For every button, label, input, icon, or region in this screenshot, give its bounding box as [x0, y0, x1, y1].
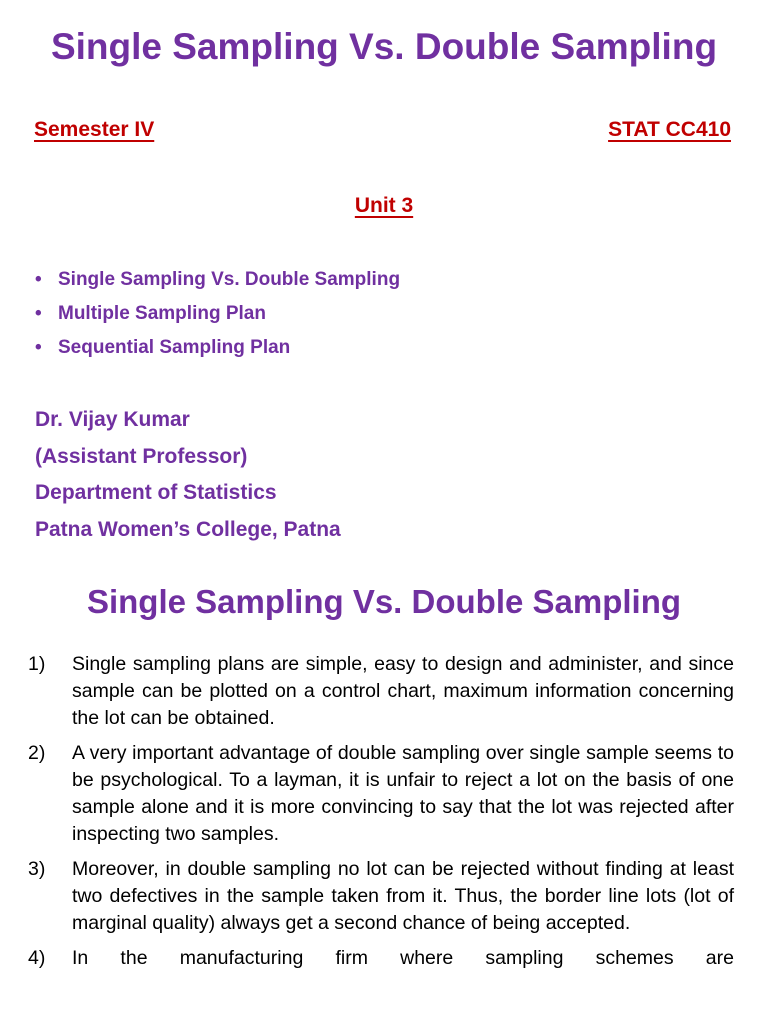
topic-item — [35, 301, 400, 335]
author-block — [35, 406, 341, 552]
topic-item — [35, 267, 400, 301]
topic-item — [35, 335, 400, 369]
topic-list — [35, 267, 400, 369]
list-item — [28, 856, 734, 937]
item-number: 3) — [28, 858, 46, 880]
topic-label: Single Sampling Vs. Double Sampling — [58, 269, 401, 290]
item-text: A very important advantage of double sampling over single sample seems to be psychological. To a layman, it is unfair to reject a lot on the basis of one sample alone and it is more convincing to say that the lot was rejected after inspecting two samples. — [72, 742, 734, 845]
item-number: 1) — [28, 653, 46, 675]
author-designation: (Assistant Professor) — [35, 444, 248, 468]
topic-label: Multiple Sampling Plan — [58, 303, 266, 324]
bullet-icon: • — [35, 269, 42, 290]
bullet-icon: • — [35, 303, 42, 324]
item-text: In the manufacturing firm where sampling schemes are — [72, 947, 734, 969]
item-text: Moreover, in double sampling no lot can be rejected without finding at least two defectives in the sample taken from it. Thus, the border line lots (lot of marginal quality) always get a second chance of being accepted. — [72, 858, 734, 934]
list-item — [28, 651, 734, 732]
page-title: Single Sampling Vs. Double Sampling — [50, 26, 718, 67]
item-number: 2) — [28, 742, 46, 764]
course-code-label: STAT CC410 — [608, 118, 731, 141]
author-name: Dr. Vijay Kumar — [35, 408, 190, 431]
author-department: Department of Statistics — [35, 481, 277, 504]
item-text: Single sampling plans are simple, easy to design and administer, and since sample can be plotted on a control chart, maximum information concerning the lot can be obtained. — [72, 653, 734, 729]
section-title: Single Sampling Vs. Double Sampling — [86, 583, 682, 620]
list-item — [28, 740, 734, 848]
bullet-icon: • — [35, 337, 42, 358]
list-item — [28, 945, 734, 972]
semester-label: Semester IV — [34, 118, 155, 141]
points-list — [28, 651, 734, 980]
item-number: 4) — [28, 947, 46, 969]
unit-label: Unit 3 — [354, 194, 414, 217]
topic-label: Sequential Sampling Plan — [58, 337, 291, 358]
author-college: Patna Women’s College, Patna — [35, 517, 341, 541]
